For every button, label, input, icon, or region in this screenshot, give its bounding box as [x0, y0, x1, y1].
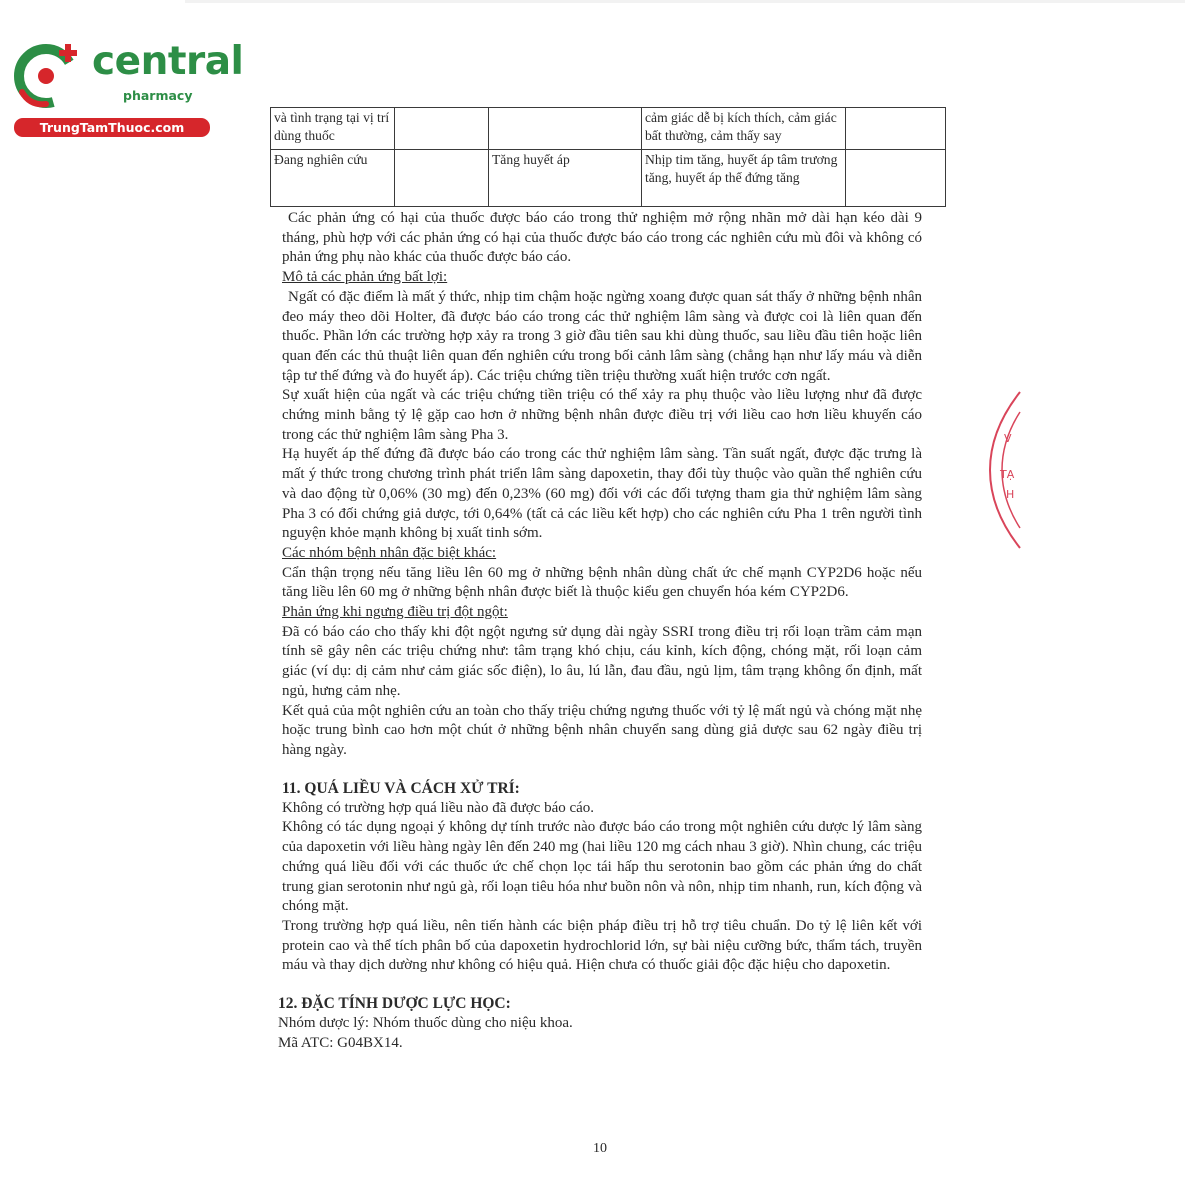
paragraph: Không có trường hợp quá liều nào đã được báo cáo. — [282, 799, 595, 816]
paragraph: Cẩn thận trọng nếu tăng liều lên 60 mg ở những bệnh nhân dùng chất ức chế mạnh CYP2D6 hoặc nếu tăng liều lên 60 mg ở những bệnh nhân được biết là thuộc kiểu gen chuyển hóa kém CYP2D6. — [282, 564, 922, 601]
page-top-edge — [185, 0, 1185, 3]
table-cell: cảm giác dễ bị kích thích, cảm giác bất thường, cảm thấy say — [642, 108, 846, 150]
central-pharmacy-logo[interactable] — [10, 36, 244, 136]
official-stamp-icon — [982, 390, 1022, 550]
paragraph: Hạ huyết áp thế đứng đã được báo cáo trong các thử nghiệm lâm sàng. Tần suất ngất, được đặc trưng là mất ý thức trong chương trình phát triển lâm sàng dapoxetin, thay đổi tùy thuộc vào quần thể nghiên cứu và dao động từ 0,06% (30 mg) đến 0,23% (60 mg) đối với các đối tượng tham gia thử nghiệm lâm sàng Pha 3 có đối chứng giả dược, tới 0,64% (tất cả các liều kết hợp) cho các nghiên cứu Pha 1 trên người tình nguyện khỏe mạnh không bị xuất tinh sớm. — [282, 446, 922, 542]
table-cell: và tình trạng tại vị trí dùng thuốc — [271, 108, 395, 150]
paragraph: Đã có báo cáo cho thấy khi đột ngột ngưng sử dụng dài ngày SSRI trong điều trị rối loạn trầm cảm mạn tính sẽ gây nên các triệu chứng như: tâm trạng khó chịu, cáu kỉnh, kích động, chóng mặt, rối loạn cảm giác (ví dụ: dị cảm như cảm giác sốc điện), lo âu, lú lẫn, đau đầu, ngủ lịm, tâm trạng không ổn định, mất ngủ, hưng cảm nhẹ. — [282, 623, 922, 699]
paragraph: Không có tác dụng ngoại ý không dự tính trước nào được báo cáo trong một nghiên cứu dược lý lâm sàng của dapoxetin với liều hàng ngày lên đến 240 mg (hai liều 120 mg cách nhau 3 giờ). Nhìn chung, các triệu chứng quá liều đối với các thuốc ức chế chọn lọc tái hấp thu serotonin bao gồm các phản ứng do chất trung gian serotonin như ngủ gà, rối loạn tiêu hóa như buồn nôn và nôn, nhịp tim nhanh, run, kích động và chóng mặt. — [282, 819, 922, 915]
table-cell: Tăng huyết áp — [489, 150, 642, 207]
logo-mark-icon — [10, 36, 90, 116]
subheading-special-populations: Các nhóm bệnh nhân đặc biệt khác: — [282, 544, 497, 561]
table-cell — [846, 150, 946, 207]
svg-text:V: V — [1004, 432, 1012, 445]
page-number: 10 — [593, 1141, 607, 1156]
section-12-title: 12. ĐẶC TÍNH DƯỢC LỰC HỌC: — [278, 995, 511, 1013]
paragraph: Kết quả của một nghiên cứu an toàn cho thấy triệu chứng ngưng thuốc với tỷ lệ mất ngủ và chóng mặt nhẹ hoặc trung bình cao hơn một chút ở những bệnh nhân chuyển sang dùng giả dược sau 62 ngày điều trị hàng ngày. — [282, 702, 922, 758]
table-cell: Nhịp tim tăng, huyết áp tâm trương tăng, huyết áp thế đứng tăng — [642, 150, 846, 207]
paragraph: Mã ATC: G04BX14. — [278, 1034, 403, 1051]
table-cell — [395, 150, 489, 207]
table-row — [271, 108, 946, 150]
table-cell — [489, 108, 642, 150]
document-body — [278, 209, 922, 1053]
svg-text:H: H — [1006, 488, 1015, 501]
logo-wordmark: central — [92, 39, 244, 84]
logo-site-banner[interactable]: TrungTamThuoc.com — [14, 118, 210, 137]
subheading-withdrawal: Phản ứng khi ngưng điều trị đột ngột: — [282, 604, 508, 621]
table-cell — [395, 108, 489, 150]
paragraph: Nhóm dược lý: Nhóm thuốc dùng cho niệu khoa. — [278, 1015, 573, 1032]
paragraph: Các phản ứng có hại của thuốc được báo cáo trong thử nghiệm mở rộng nhãn mở dài hạn kéo dài 9 tháng, phù hợp với các phản ứng có hại của thuốc được báo cáo trong các nghiên cứu mù đôi và không có phản ứng phụ nào khác của thuốc được báo cáo. — [282, 210, 922, 266]
table-cell: Đang nghiên cứu — [271, 150, 395, 207]
section-11-title: 11. QUÁ LIỀU VÀ CÁCH XỬ TRÍ: — [282, 779, 520, 797]
paragraph: Sự xuất hiện của ngất và các triệu chứng tiền triệu có thể xảy ra phụ thuộc vào liều lượng như đã được chứng minh bằng tỷ lệ gặp cao hơn ở những bệnh nhân được điều trị với liều cao hơn liều khuyến cáo trong các thử nghiệm lâm sàng Pha 3. — [282, 387, 922, 443]
table-row — [271, 150, 946, 207]
subheading-adverse-reactions: Mô tả các phản ứng bất lợi: — [282, 269, 448, 286]
paragraph: Trong trường hợp quá liều, nên tiến hành các biện pháp điều trị hỗ trợ tiêu chuẩn. Do tỷ lệ liên kết với protein cao và thể tích phân bố của dapoxetin hydrochlorid lớn, sự bài niệu cưỡng bức, thẩm tách, truyền máu và thay dịch dường như không có hiệu quả. Hiện chưa có thuốc giải độc đặc hiệu cho dapoxetin. — [282, 917, 922, 974]
table-cell — [846, 108, 946, 150]
adverse-reactions-table — [270, 107, 946, 207]
logo-subtitle: pharmacy — [123, 88, 193, 103]
paragraph: Ngất có đặc điểm là mất ý thức, nhịp tim chậm hoặc ngừng xoang được quan sát thấy ở những bệnh nhân đeo máy theo dõi Holter, đã được báo cáo trong các thử nghiệm lâm sàng và được coi là liên quan đến thuốc. Phần lớn các trường hợp xảy ra trong 3 giờ đầu tiên sau khi dùng thuốc, sau liều đầu tiên hoặc liên quan đến các thủ thuật liên quan đến nghiên cứu trong bối cảnh lâm sàng (chẳng hạn như lấy máu và diễn tập tư thế đứng và đo huyết áp). Các triệu chứng tiền triệu thường xuất hiện trước cơn ngất. — [282, 288, 922, 384]
svg-text:TẠ: TẠ — [1000, 468, 1015, 481]
